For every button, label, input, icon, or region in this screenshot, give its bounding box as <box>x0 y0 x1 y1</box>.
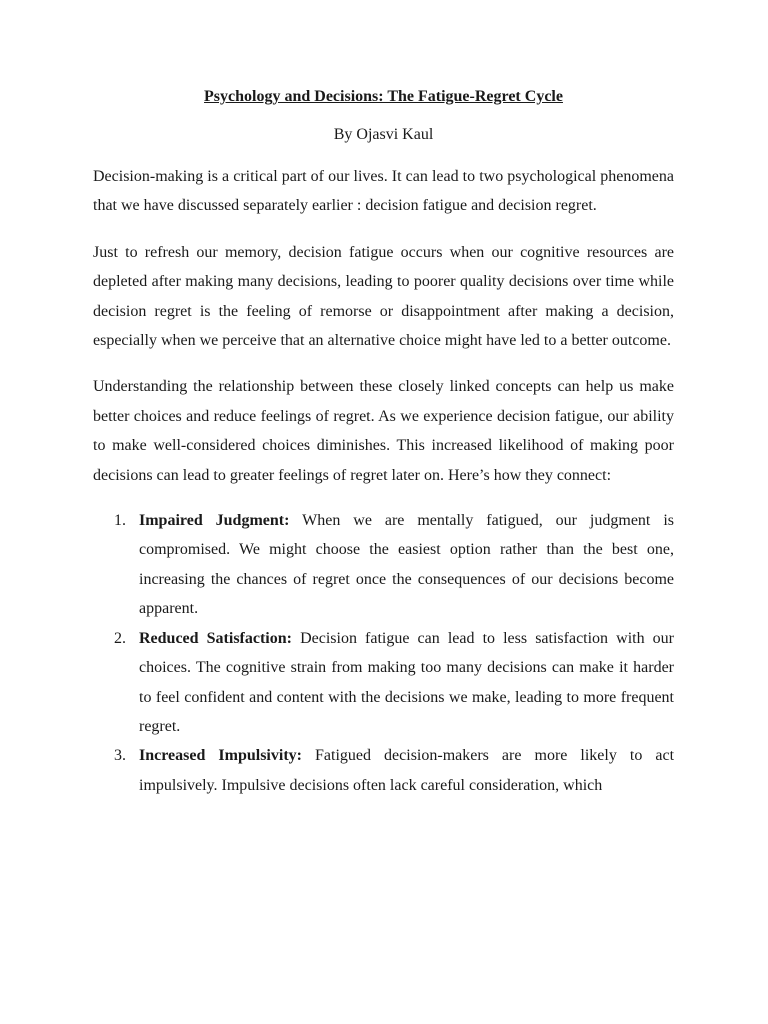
list-number: 2. <box>114 629 126 647</box>
document-author: By Ojasvi Kaul <box>333 126 434 143</box>
list-term: Impaired Judgment: <box>139 512 290 530</box>
list-item-impaired-judgment <box>93 506 674 624</box>
list-number: 3. <box>114 747 126 765</box>
list-item-increased-impulsivity <box>93 741 674 800</box>
list-text: When we are mentally fatigued, our judgment is compromised. We might choose the easiest option rather than the best one, increasing the chances of regret once the consequences of our decisions become apparent. <box>139 512 674 618</box>
document-body <box>93 86 674 800</box>
list-number: 1. <box>114 512 126 530</box>
paragraph-definitions: Just to refresh our memory, decision fatigue occurs when our cognitive resources are depleted after making many decisions, leading to poorer quality decisions over time while decision regret is the feeling of remorse or disappointment after making a decision, especially when we perceive that an alternative choice might have led to a better outcome. <box>93 243 674 350</box>
list-item-reduced-satisfaction <box>93 624 674 742</box>
list-term: Increased Impulsivity: <box>139 747 302 765</box>
paragraph-relationship: Understanding the relationship between these closely linked concepts can help us make better choices and reduce feelings of regret. As we experience decision fatigue, our ability to make well-considered choices diminishes. This increased likelihood of making poor decisions can lead to greater feelings of regret later on. Here’s how they connect: <box>93 378 674 484</box>
list-term: Reduced Satisfaction: <box>139 629 292 647</box>
paragraph-intro: Decision-making is a critical part of our lives. It can lead to two psychological phenomena that we have discussed separately earlier : decision fatigue and decision regret. <box>93 168 674 215</box>
numbered-list <box>93 506 674 800</box>
document-title: Psychology and Decisions: The Fatigue-Regret Cycle <box>204 88 563 105</box>
list-text: Decision fatigue can lead to less satisfaction with our choices. The cognitive strain from making too many decisions can make it harder to feel confident and content with the decisions we make, leading to more frequent regret. <box>139 629 675 735</box>
list-text: Fatigued decision-makers are more likely to act impulsively. Impulsive decisions often lack careful consideration, which <box>139 747 675 794</box>
